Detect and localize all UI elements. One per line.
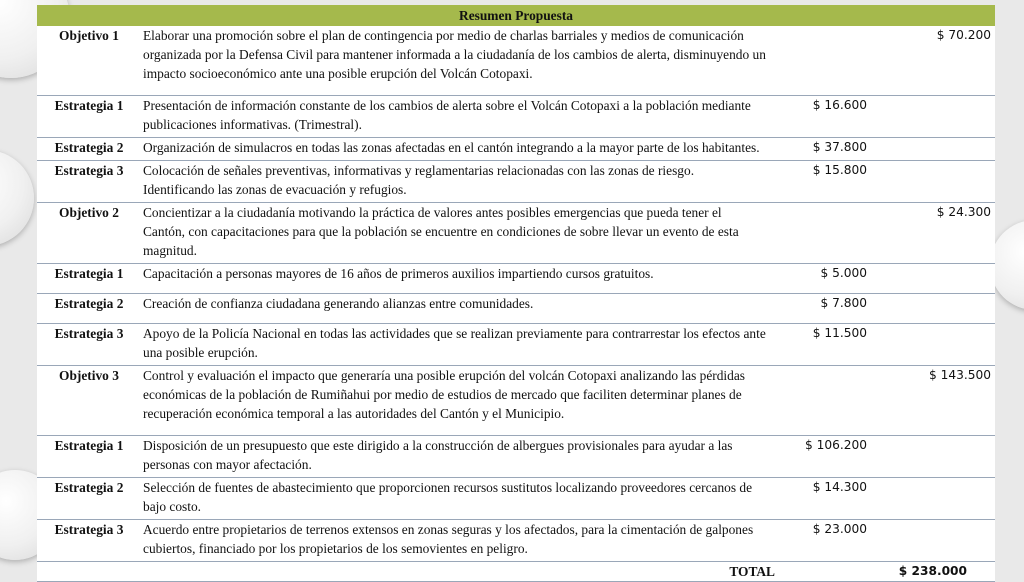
row-label: Estrategia 3	[37, 324, 139, 366]
objective-amount	[875, 478, 995, 520]
proposal-summary-table	[37, 5, 995, 582]
row-description: Elaborar una promoción sobre el plan de contingencia por medio de charlas barriales y medios de comunicación organizada por la Defensa Civil para mantener informada a la ciudadanía de los cambios de alerta, disminuyendo un impacto socioeconómico ante una posible erupción del Volcán Cotopaxi.	[139, 26, 771, 96]
row-label: Estrategia 1	[37, 264, 139, 294]
objective-amount	[875, 264, 995, 294]
row-description: Colocación de señales preventivas, informativas y reglamentarias relacionadas con las zonas de riesgo. Identificando las zonas de evacuación y refugios.	[139, 161, 771, 203]
table-header-row	[37, 5, 995, 26]
row-description: Control y evaluación el impacto que generaría una posible erupción del volcán Cotopaxi analizando las pérdidas económicas de la población de Rumiñahui por medio de estudios de mercado que faciliten determinar planes de recuperación económica temporal a las autoridades del Cantón y el Municipio.	[139, 366, 771, 436]
strategy-amount: $ 106.200	[771, 436, 875, 478]
row-label: Estrategia 1	[37, 96, 139, 138]
table-title: Resumen Propuesta	[37, 5, 995, 26]
strategy-amount	[771, 203, 875, 264]
strategy-amount: $ 23.000	[771, 520, 875, 562]
row-label: Estrategia 2	[37, 294, 139, 324]
row-label: Objetivo 3	[37, 366, 139, 436]
row-label: Estrategia 3	[37, 520, 139, 562]
row-description: Presentación de información constante de los cambios de alerta sobre el Volcán Cotopaxi a la población mediante publicaciones informativas. (Trimestral).	[139, 96, 771, 138]
strategy-amount	[771, 26, 875, 96]
strategy-amount: $ 37.800	[771, 138, 875, 161]
strategy-amount: $ 15.800	[771, 161, 875, 203]
table-row	[37, 520, 995, 562]
decorative-disc-right	[990, 220, 1024, 310]
decorative-disc-left	[0, 150, 34, 246]
table-row	[37, 294, 995, 324]
table-row	[37, 26, 995, 96]
objective-amount	[875, 436, 995, 478]
row-description: Concientizar a la ciudadanía motivando la práctica de valores antes posibles emergencias que pueda tener el Cantón, con capacitaciones para que la población se encuentre en condiciones de sobre llevar un evento de esta magnitud.	[139, 203, 771, 264]
total-label: TOTAL	[37, 562, 875, 582]
row-label: Estrategia 3	[37, 161, 139, 203]
table-row	[37, 324, 995, 366]
row-label: Objetivo 2	[37, 203, 139, 264]
row-label: Estrategia 2	[37, 138, 139, 161]
table-row	[37, 161, 995, 203]
objective-amount	[875, 324, 995, 366]
strategy-amount: $ 7.800	[771, 294, 875, 324]
table-row	[37, 366, 995, 436]
objective-amount	[875, 520, 995, 562]
row-description: Organización de simulacros en todas las zonas afectadas en el cantón integrando a la mayor parte de los habitantes.	[139, 138, 771, 161]
row-description: Apoyo de la Policía Nacional en todas las actividades que se realizan previamente para contrarrestar los efectos ante una posible erupción.	[139, 324, 771, 366]
table-row	[37, 96, 995, 138]
strategy-amount: $ 11.500	[771, 324, 875, 366]
objective-amount	[875, 161, 995, 203]
table-row	[37, 264, 995, 294]
strategy-amount: $ 5.000	[771, 264, 875, 294]
objective-amount	[875, 294, 995, 324]
strategy-amount: $ 14.300	[771, 478, 875, 520]
strategy-amount	[771, 366, 875, 436]
row-description: Capacitación a personas mayores de 16 años de primeros auxilios impartiendo cursos gratuitos.	[139, 264, 771, 294]
table-row	[37, 138, 995, 161]
strategy-amount: $ 16.600	[771, 96, 875, 138]
row-label: Estrategia 1	[37, 436, 139, 478]
objective-amount: $ 24.300	[875, 203, 995, 264]
table-row	[37, 436, 995, 478]
objective-amount	[875, 96, 995, 138]
row-label: Objetivo 1	[37, 26, 139, 96]
table-row	[37, 203, 995, 264]
table-row	[37, 478, 995, 520]
row-description: Disposición de un presupuesto que este dirigido a la construcción de albergues provisionales para ayudar a las personas con mayor afectación.	[139, 436, 771, 478]
row-description: Creación de confianza ciudadana generando alianzas entre comunidades.	[139, 294, 771, 324]
row-description: Acuerdo entre propietarios de terrenos extensos en zonas seguras y los afectados, para la cimentación de galpones cubiertos, financiado por los propietarios de los semovientes en peligro.	[139, 520, 771, 562]
total-amount: $ 238.000	[875, 562, 995, 582]
objective-amount: $ 70.200	[875, 26, 995, 96]
objective-amount	[875, 138, 995, 161]
total-row	[37, 562, 995, 582]
row-description: Selección de fuentes de abastecimiento que proporcionen recursos sustitutos localizando proveedores cercanos de bajo costo.	[139, 478, 771, 520]
row-label: Estrategia 2	[37, 478, 139, 520]
objective-amount: $ 143.500	[875, 366, 995, 436]
